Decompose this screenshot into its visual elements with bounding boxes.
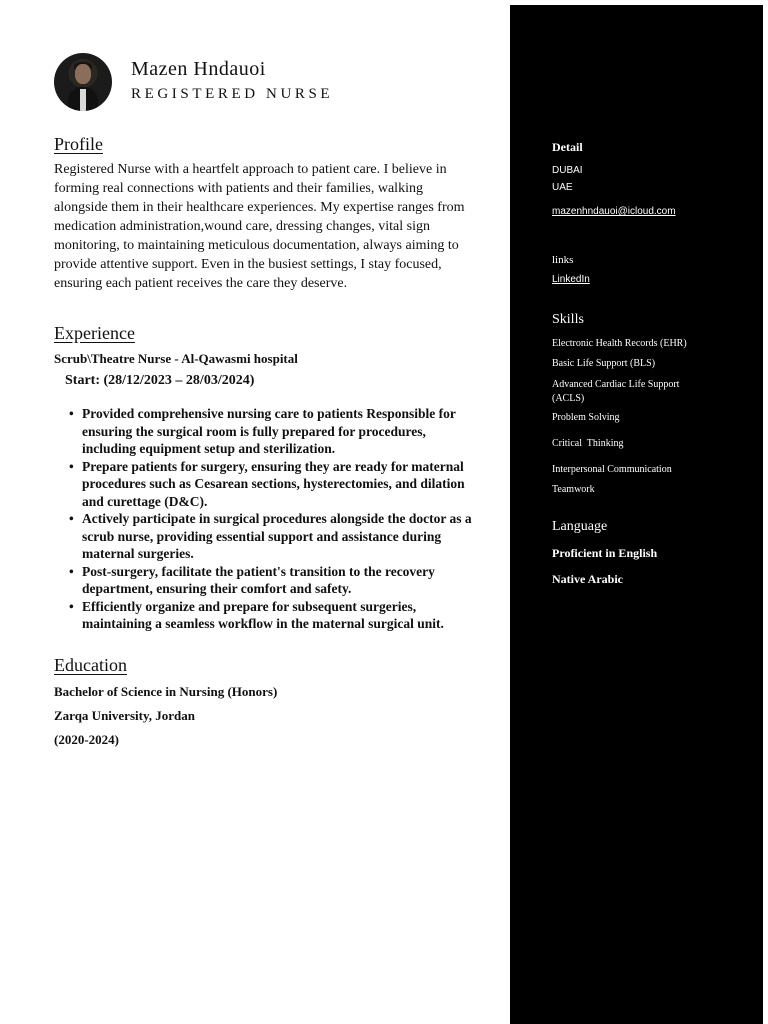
language-item: Proficient in English [552, 546, 658, 560]
email-link[interactable]: mazenhndauoi@icloud.com [552, 206, 676, 217]
education-heading: Education [54, 655, 127, 675]
detail-country: UAE [552, 182, 573, 193]
skill-item: Critical Thinking [552, 438, 624, 449]
detail-city: DUBAI [552, 165, 583, 176]
education-years: (2020-2024) [54, 732, 119, 747]
skill-item: Teamwork [552, 484, 595, 495]
experience-bullets [68, 405, 480, 633]
language-item: Native Arabic [552, 572, 623, 586]
skill-item: Interpersonal Communication [552, 464, 672, 475]
skill-item: Problem Solving [552, 412, 620, 423]
job-dates: Start: (28/12/2023 – 28/03/2024) [65, 373, 255, 388]
detail-heading: Detail [552, 140, 583, 154]
job-title: Scrub\Theatre Nurse - Al-Qawasmi hospital [54, 351, 298, 366]
list-item: • Prepare patients for surgery, ensuring they are ready for maternal procedures such as Cesarean sections, hysterectomies, and dilation and curettage (D&C). [68, 458, 480, 511]
skill-item: Advanced Cardiac Life Support (ACLS) [552, 379, 680, 404]
linkedin-link[interactable]: LinkedIn [552, 274, 590, 285]
candidate-name: Mazen Hndauoi [131, 58, 266, 80]
skills-heading: Skills [552, 312, 584, 327]
candidate-role: REGISTERED NURSE [131, 86, 334, 102]
sidebar [510, 5, 763, 1024]
links-heading: links [552, 254, 574, 266]
avatar [54, 53, 112, 111]
skill-item: Electronic Health Records (EHR) [552, 338, 687, 349]
skill-item: Basic Life Support (BLS) [552, 358, 656, 369]
profile-text: Registered Nurse with a heartfelt approach to patient care. I believe in forming real connections with patients and their families, walking alongside them in their healthcare experiences. My expertise ranges from medication administration,wound care, dressing changes, vital sign monitoring, to maintaining meticulous documentation, always aiming to provide attentive support. Even in the busiest settings, I stay focused, ensuring each patient receives the care they deserve. [54, 162, 465, 291]
list-item: • Provided comprehensive nursing care to patients Responsible for ensuring the surgical room is fully prepared for procedures, including equipment setup and sterilization. [68, 405, 480, 458]
experience-heading: Experience [54, 323, 135, 343]
list-item: • Efficiently organize and prepare for subsequent surgeries, maintaining a seamless workflow in the maternal surgical unit. [68, 598, 480, 633]
language-heading: Language [552, 519, 608, 534]
list-item: • Post-surgery, facilitate the patient's transition to the recovery department, ensuring their comfort and safety. [68, 563, 480, 598]
profile-heading: Profile [54, 134, 103, 154]
education-degree: Bachelor of Science in Nursing (Honors) [54, 684, 278, 699]
education-school: Zarqa University, Jordan [54, 708, 195, 723]
list-item: • Actively participate in surgical procedures alongside the doctor as a scrub nurse, providing essential support and assistance during maternal surgeries. [68, 510, 480, 563]
